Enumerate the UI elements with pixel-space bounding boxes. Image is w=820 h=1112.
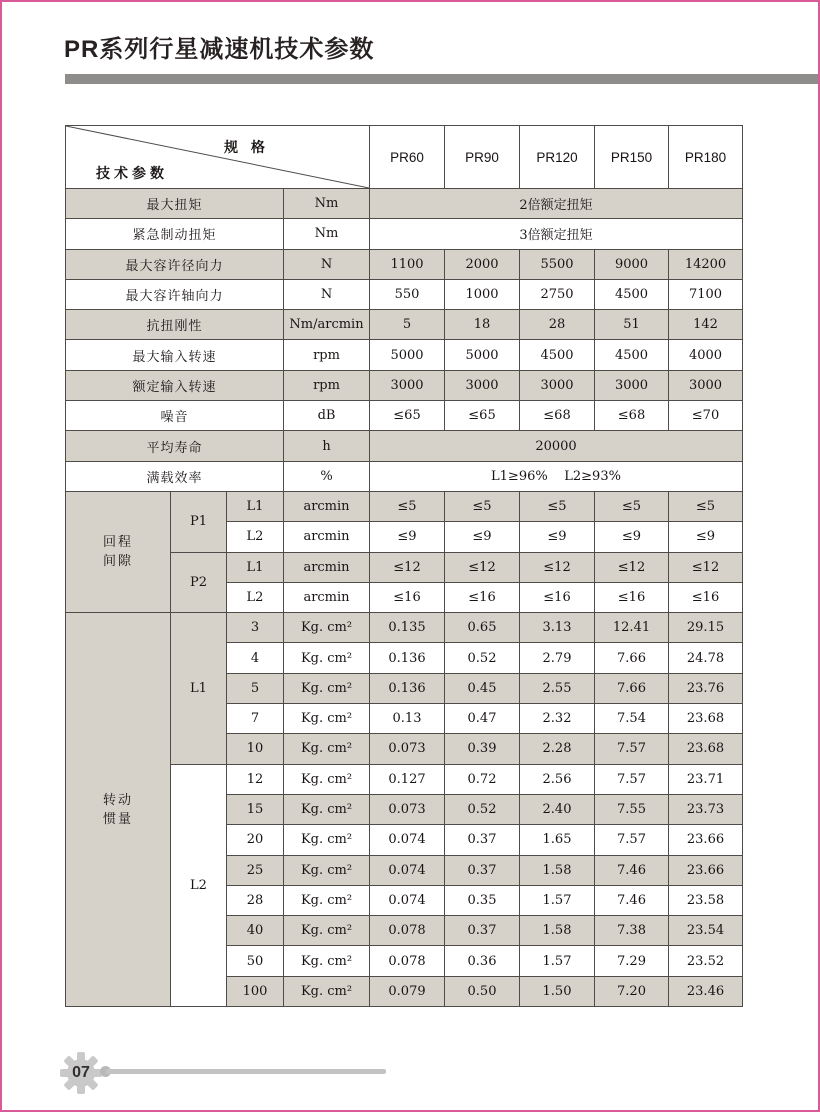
- unit-cell: Kg. cm²: [284, 673, 370, 703]
- corner-param-label: 技术参数: [96, 166, 168, 182]
- unit-cell: Kg. cm²: [284, 916, 370, 946]
- unit-cell: Kg. cm²: [284, 855, 370, 885]
- table-row: [66, 491, 743, 521]
- merged-value: 3倍额定扭矩: [370, 219, 743, 249]
- value-cell: 0.52: [445, 794, 520, 824]
- value-cell: 0.078: [370, 946, 445, 976]
- param-label: 最大容许径向力: [66, 249, 284, 279]
- value-cell: ≤12: [445, 552, 520, 582]
- value-cell: 7.46: [595, 885, 669, 915]
- value-cell: 2.55: [520, 673, 595, 703]
- value-cell: 1000: [445, 279, 520, 309]
- page-number: 07: [72, 1064, 90, 1081]
- table-row: [66, 340, 743, 370]
- value-cell: ≤12: [669, 552, 743, 582]
- value-cell: 142: [669, 310, 743, 340]
- value-cell: 7.57: [595, 825, 669, 855]
- title-underline-bar: [65, 74, 818, 84]
- value-cell: 0.079: [370, 976, 445, 1006]
- value-cell: 23.52: [669, 946, 743, 976]
- value-cell: 7.55: [595, 794, 669, 824]
- value-cell: 3000: [520, 370, 595, 400]
- value-cell: 3000: [595, 370, 669, 400]
- inertia-group-label: [66, 613, 171, 1007]
- unit-cell: Kg. cm²: [284, 704, 370, 734]
- value-cell: ≤9: [520, 522, 595, 552]
- unit-cell: arcmin: [284, 552, 370, 582]
- table-row: [66, 613, 743, 643]
- corner-spec-label: 规 格: [224, 140, 269, 156]
- table-row: [66, 279, 743, 309]
- param-label: 噪音: [66, 401, 284, 431]
- unit-cell: arcmin: [284, 522, 370, 552]
- value-cell: 2.28: [520, 734, 595, 764]
- table-row: [66, 310, 743, 340]
- value-cell: 5500: [520, 249, 595, 279]
- value-cell: 0.52: [445, 643, 520, 673]
- unit-cell: %: [284, 461, 370, 491]
- merged-value: L1≥96% L2≥93%: [370, 461, 743, 491]
- value-cell: 4500: [520, 340, 595, 370]
- corner-cell: [66, 126, 370, 189]
- value-cell: 3.13: [520, 613, 595, 643]
- model-header-pr90: PR90: [445, 126, 520, 189]
- value-cell: ≤65: [445, 401, 520, 431]
- merged-value: 20000: [370, 431, 743, 461]
- value-cell: ≤16: [445, 582, 520, 612]
- backlash-stage: L2: [227, 522, 284, 552]
- value-cell: ≤68: [520, 401, 595, 431]
- value-cell: 0.37: [445, 825, 520, 855]
- value-cell: ≤5: [595, 491, 669, 521]
- inertia-ratio: 20: [227, 825, 284, 855]
- value-cell: ≤16: [669, 582, 743, 612]
- table-row: [66, 219, 743, 249]
- value-cell: 5000: [370, 340, 445, 370]
- inertia-ratio: 100: [227, 976, 284, 1006]
- inertia-group-label-line1: 转动: [102, 792, 133, 808]
- value-cell: 0.36: [445, 946, 520, 976]
- value-cell: 28: [520, 310, 595, 340]
- model-header-pr60: PR60: [370, 126, 445, 189]
- value-cell: ≤16: [520, 582, 595, 612]
- model-header-pr150: PR150: [595, 126, 669, 189]
- value-cell: 12.41: [595, 613, 669, 643]
- value-cell: 0.135: [370, 613, 445, 643]
- value-cell: ≤12: [520, 552, 595, 582]
- unit-cell: Kg. cm²: [284, 613, 370, 643]
- param-label: 满载效率: [66, 461, 284, 491]
- backlash-group-label-line1: 回程: [102, 535, 133, 551]
- unit-cell: arcmin: [284, 491, 370, 521]
- value-cell: 0.47: [445, 704, 520, 734]
- value-cell: 0.45: [445, 673, 520, 703]
- unit-cell: dB: [284, 401, 370, 431]
- value-cell: ≤12: [595, 552, 669, 582]
- value-cell: 23.71: [669, 764, 743, 794]
- value-cell: 9000: [595, 249, 669, 279]
- inertia-group-label-line2: 惯量: [102, 811, 133, 827]
- value-cell: ≤16: [595, 582, 669, 612]
- unit-cell: Kg. cm²: [284, 794, 370, 824]
- inertia-ratio: 3: [227, 613, 284, 643]
- table-row: [66, 461, 743, 491]
- param-label: 平均寿命: [66, 431, 284, 461]
- value-cell: ≤9: [445, 522, 520, 552]
- unit-cell: rpm: [284, 370, 370, 400]
- table-row: [66, 370, 743, 400]
- value-cell: 51: [595, 310, 669, 340]
- value-cell: 3000: [445, 370, 520, 400]
- value-cell: 0.136: [370, 643, 445, 673]
- value-cell: 0.50: [445, 976, 520, 1006]
- merged-value: 2倍额定扭矩: [370, 189, 743, 219]
- value-cell: 0.074: [370, 885, 445, 915]
- model-header-pr120: PR120: [520, 126, 595, 189]
- inertia-ratio: 28: [227, 885, 284, 915]
- table-row: [66, 401, 743, 431]
- value-cell: ≤5: [445, 491, 520, 521]
- unit-cell: N: [284, 249, 370, 279]
- value-cell: 1.58: [520, 916, 595, 946]
- value-cell: 2.79: [520, 643, 595, 673]
- unit-cell: Kg. cm²: [284, 976, 370, 1006]
- value-cell: 1.58: [520, 855, 595, 885]
- value-cell: 23.68: [669, 734, 743, 764]
- value-cell: 0.073: [370, 734, 445, 764]
- unit-cell: Kg. cm²: [284, 946, 370, 976]
- value-cell: ≤65: [370, 401, 445, 431]
- page-title: PR系列行星减速机技术参数: [64, 36, 375, 63]
- unit-cell: Kg. cm²: [284, 643, 370, 673]
- value-cell: 7.54: [595, 704, 669, 734]
- unit-cell: Kg. cm²: [284, 764, 370, 794]
- unit-cell: Nm/arcmin: [284, 310, 370, 340]
- value-cell: ≤16: [370, 582, 445, 612]
- value-cell: 7.57: [595, 764, 669, 794]
- value-cell: 7.46: [595, 855, 669, 885]
- value-cell: 23.58: [669, 885, 743, 915]
- inertia-ratio: 12: [227, 764, 284, 794]
- value-cell: 23.73: [669, 794, 743, 824]
- value-cell: 2.32: [520, 704, 595, 734]
- backlash-group-label-line2: 间隙: [102, 554, 133, 570]
- unit-cell: h: [284, 431, 370, 461]
- unit-cell: arcmin: [284, 582, 370, 612]
- value-cell: ≤5: [669, 491, 743, 521]
- inertia-ratio: 5: [227, 673, 284, 703]
- value-cell: ≤68: [595, 401, 669, 431]
- value-cell: 18: [445, 310, 520, 340]
- value-cell: 14200: [669, 249, 743, 279]
- table-row: [66, 189, 743, 219]
- value-cell: 7.57: [595, 734, 669, 764]
- value-cell: 0.35: [445, 885, 520, 915]
- backlash-group-label: [66, 491, 171, 612]
- value-cell: 5: [370, 310, 445, 340]
- value-cell: 2000: [445, 249, 520, 279]
- value-cell: 1.50: [520, 976, 595, 1006]
- value-cell: 23.76: [669, 673, 743, 703]
- footer-line: [106, 1069, 386, 1074]
- inertia-ratio: 25: [227, 855, 284, 885]
- value-cell: 23.54: [669, 916, 743, 946]
- unit-cell: rpm: [284, 340, 370, 370]
- unit-cell: N: [284, 279, 370, 309]
- inertia-ratio: 10: [227, 734, 284, 764]
- value-cell: ≤9: [669, 522, 743, 552]
- value-cell: 3000: [370, 370, 445, 400]
- backlash-stage: L1: [227, 552, 284, 582]
- value-cell: 7.29: [595, 946, 669, 976]
- value-cell: 0.074: [370, 825, 445, 855]
- value-cell: 0.72: [445, 764, 520, 794]
- backlash-grade: P2: [171, 552, 227, 613]
- value-cell: 7100: [669, 279, 743, 309]
- value-cell: 0.65: [445, 613, 520, 643]
- value-cell: 2750: [520, 279, 595, 309]
- inertia-stage: L1: [171, 613, 227, 764]
- spec-table: [65, 125, 743, 1007]
- value-cell: ≤9: [595, 522, 669, 552]
- value-cell: 0.37: [445, 855, 520, 885]
- inertia-ratio: 4: [227, 643, 284, 673]
- value-cell: 550: [370, 279, 445, 309]
- value-cell: 7.38: [595, 916, 669, 946]
- value-cell: ≤70: [669, 401, 743, 431]
- value-cell: ≤5: [370, 491, 445, 521]
- inertia-ratio: 50: [227, 946, 284, 976]
- table-row: [66, 431, 743, 461]
- param-label: 抗扭刚性: [66, 310, 284, 340]
- value-cell: ≤5: [520, 491, 595, 521]
- value-cell: 5000: [445, 340, 520, 370]
- inertia-ratio: 15: [227, 794, 284, 824]
- value-cell: 0.074: [370, 855, 445, 885]
- param-label: 额定输入转速: [66, 370, 284, 400]
- value-cell: 29.15: [669, 613, 743, 643]
- header-row: [66, 126, 743, 189]
- inertia-stage: L2: [171, 764, 227, 1006]
- unit-cell: Kg. cm²: [284, 825, 370, 855]
- value-cell: ≤12: [370, 552, 445, 582]
- value-cell: 23.46: [669, 976, 743, 1006]
- inertia-ratio: 40: [227, 916, 284, 946]
- value-cell: 0.127: [370, 764, 445, 794]
- value-cell: 1100: [370, 249, 445, 279]
- unit-cell: Kg. cm²: [284, 885, 370, 915]
- value-cell: 23.66: [669, 825, 743, 855]
- unit-cell: Nm: [284, 189, 370, 219]
- unit-cell: Nm: [284, 219, 370, 249]
- value-cell: 24.78: [669, 643, 743, 673]
- value-cell: 2.40: [520, 794, 595, 824]
- value-cell: 2.56: [520, 764, 595, 794]
- backlash-stage: L1: [227, 491, 284, 521]
- model-header-pr180: PR180: [669, 126, 743, 189]
- value-cell: 0.073: [370, 794, 445, 824]
- value-cell: 0.13: [370, 704, 445, 734]
- value-cell: 23.66: [669, 855, 743, 885]
- value-cell: 7.66: [595, 673, 669, 703]
- value-cell: 0.078: [370, 916, 445, 946]
- value-cell: 1.65: [520, 825, 595, 855]
- table-row: [66, 249, 743, 279]
- value-cell: 23.68: [669, 704, 743, 734]
- unit-cell: Kg. cm²: [284, 734, 370, 764]
- param-label: 最大扭矩: [66, 189, 284, 219]
- value-cell: 0.37: [445, 916, 520, 946]
- value-cell: 7.20: [595, 976, 669, 1006]
- value-cell: 4500: [595, 279, 669, 309]
- backlash-grade: P1: [171, 491, 227, 552]
- value-cell: 4500: [595, 340, 669, 370]
- value-cell: 4000: [669, 340, 743, 370]
- value-cell: 1.57: [520, 885, 595, 915]
- value-cell: 1.57: [520, 946, 595, 976]
- value-cell: 3000: [669, 370, 743, 400]
- value-cell: 0.136: [370, 673, 445, 703]
- backlash-stage: L2: [227, 582, 284, 612]
- param-label: 最大容许轴向力: [66, 279, 284, 309]
- param-label: 紧急制动扭矩: [66, 219, 284, 249]
- value-cell: ≤9: [370, 522, 445, 552]
- inertia-ratio: 7: [227, 704, 284, 734]
- value-cell: 7.66: [595, 643, 669, 673]
- value-cell: 0.39: [445, 734, 520, 764]
- param-label: 最大输入转速: [66, 340, 284, 370]
